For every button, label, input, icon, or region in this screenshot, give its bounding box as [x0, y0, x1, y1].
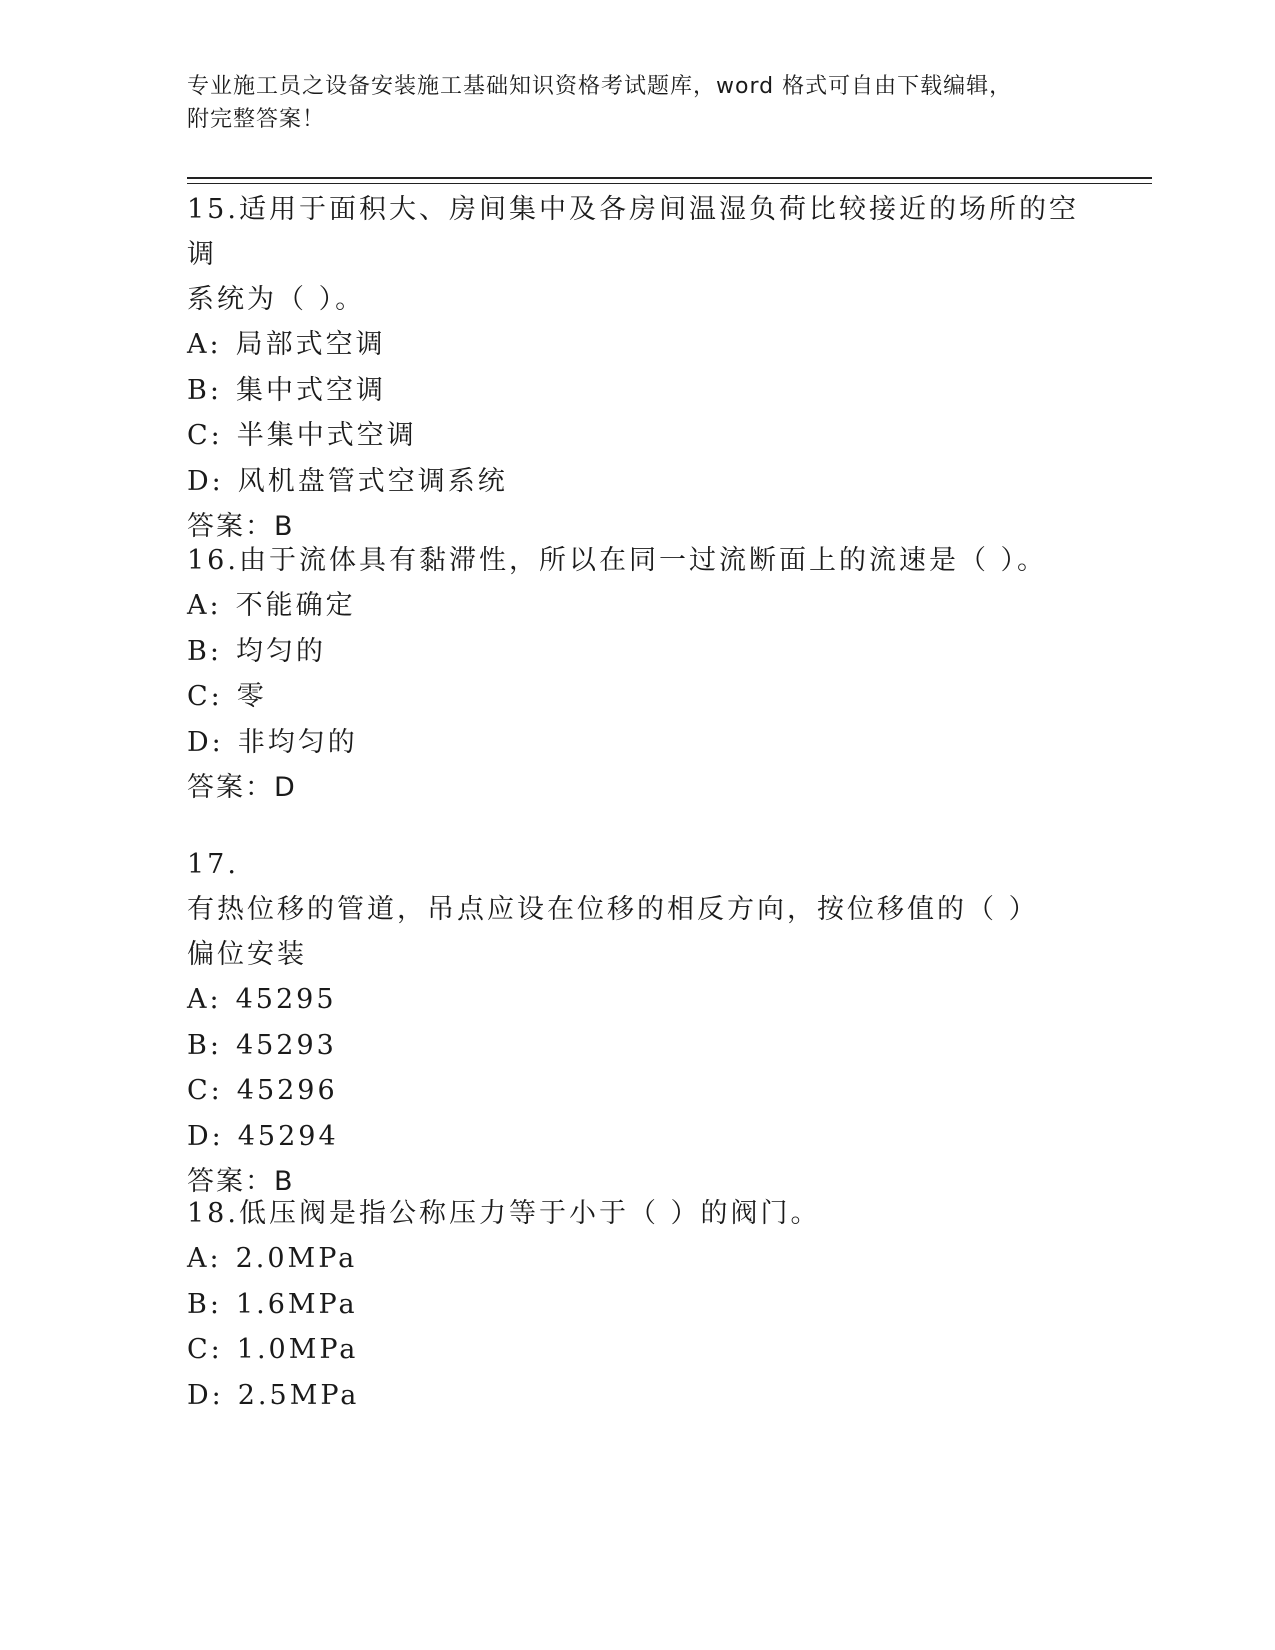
- document-header: [187, 70, 1087, 136]
- option-a: A: 45295: [187, 984, 337, 1015]
- option-b: B: 集中式空调: [187, 374, 386, 406]
- option-d: D: 2.5MPa: [187, 1379, 360, 1411]
- question-16: [187, 538, 1087, 811]
- option-b: B: 1.6MPa: [187, 1288, 358, 1320]
- question-text-line-1: 18.低压阀是指公称压力等于小于（ ）的阀门。: [187, 1198, 821, 1229]
- option-a: A: 不能确定: [187, 590, 356, 621]
- question-number: 18.: [187, 1198, 239, 1229]
- question-number: 15.: [187, 194, 239, 225]
- option-c: C: 45296: [187, 1075, 338, 1106]
- question-text-line-1: 15.适用于面积大、房间集中及各房间温湿负荷比较接近的场所的空调: [187, 194, 1079, 270]
- option-b: B: 均匀的: [187, 635, 326, 667]
- question-number: 17.: [187, 849, 239, 880]
- option-c: C: 1.0MPa: [187, 1334, 359, 1365]
- question-text-line-1: 16.由于流体具有黏滞性，所以在同一过流断面上的流速是（ ）。: [187, 545, 1048, 576]
- question-15: [187, 187, 1087, 550]
- option-d: D: 非均匀的: [187, 726, 358, 758]
- question-17: [187, 842, 1087, 1205]
- option-a: A: 局部式空调: [187, 329, 386, 360]
- header-line-2: 附完整答案！: [187, 107, 326, 132]
- header-divider: [187, 177, 1152, 184]
- question-number: 16.: [187, 545, 239, 576]
- question-18: [187, 1191, 1087, 1418]
- answer-label: 答案：B: [187, 1166, 295, 1197]
- answer-label: 答案：B: [187, 511, 295, 542]
- option-a: A: 2.0MPa: [187, 1243, 358, 1274]
- option-d: D: 45294: [187, 1120, 339, 1152]
- question-text-line-2: 系统为（ ）。: [187, 284, 366, 315]
- question-text-line-1: 17.有热位移的管道，吊点应设在位移的相反方向，按位移值的（ ）: [187, 849, 1039, 925]
- question-text-line-2: 偏位安装: [187, 939, 307, 970]
- answer-label: 答案：D: [187, 772, 297, 803]
- option-d: D: 风机盘管式空调系统: [187, 465, 508, 497]
- option-c: C: 零: [187, 681, 267, 712]
- header-line-1: 专业施工员之设备安装施工基础知识资格考试题库，word 格式可自由下载编辑，: [187, 74, 1013, 99]
- option-b: B: 45293: [187, 1029, 337, 1061]
- option-c: C: 半集中式空调: [187, 420, 417, 451]
